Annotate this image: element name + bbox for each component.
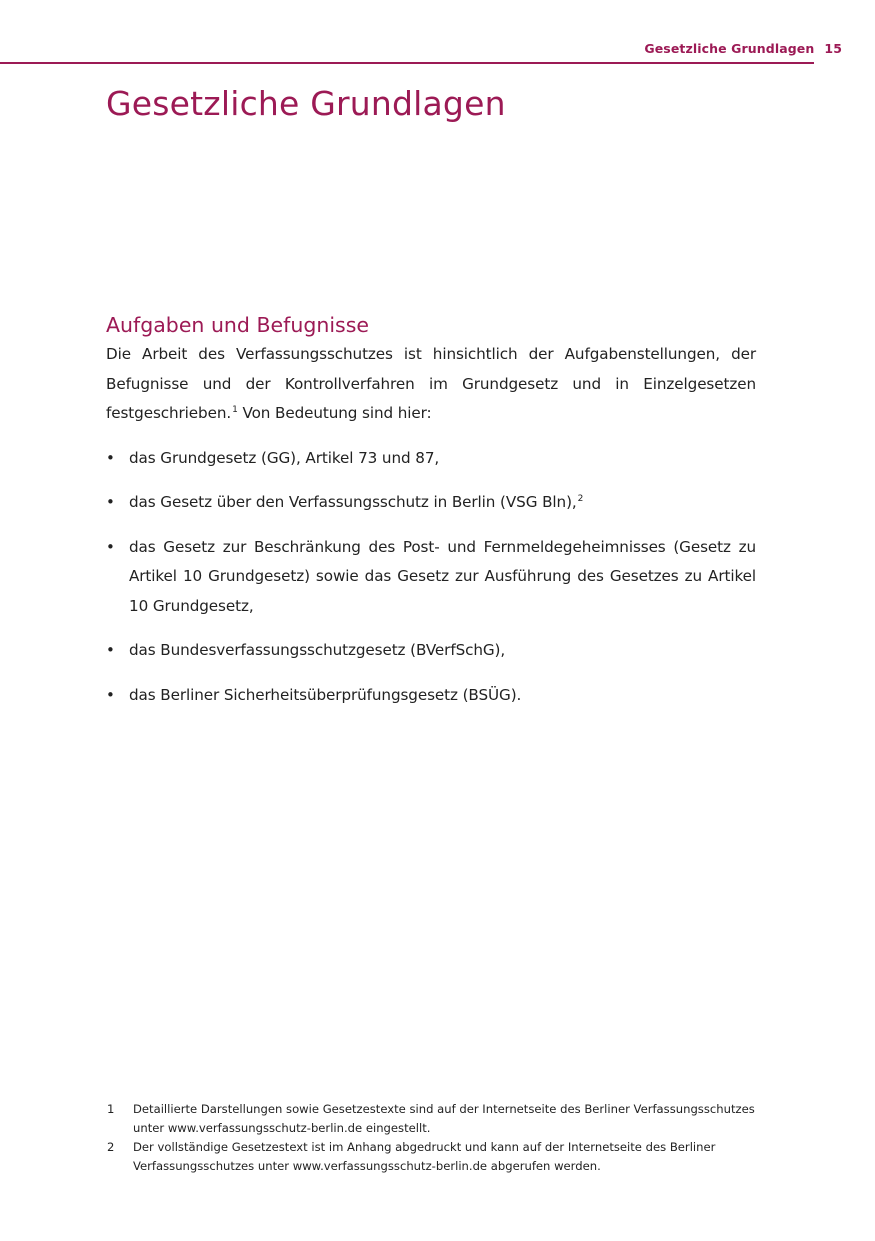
bullet-icon: • xyxy=(106,685,115,704)
bullet-icon: • xyxy=(106,448,115,467)
intro-paragraph xyxy=(106,340,756,429)
running-header xyxy=(644,41,842,56)
footnote-number: 1 xyxy=(107,1102,115,1116)
section-aufgaben-und-befugnisse xyxy=(106,313,756,725)
bullet-icon: • xyxy=(106,537,115,556)
list-item-text: das Gesetz zur Beschränkung des Post- und Fernmeldegeheimnisses (Gesetz zu Artikel 10 Grundgesetz) sowie das Gesetz zur Ausführung des Gesetzes zu Artikel 10 Grundgesetz, xyxy=(129,537,756,615)
list-item-text: das Gesetz über den Verfassungsschutz in Berlin (VSG Bln), xyxy=(129,493,577,511)
page-title: Gesetzliche Grundlagen xyxy=(106,84,506,123)
list-item xyxy=(106,681,756,711)
header-rule xyxy=(0,62,814,64)
list-item xyxy=(106,636,756,666)
list-item-text: das Berliner Sicherheitsüberprüfungsgesetz (BSÜG). xyxy=(129,685,522,704)
list-item-text: das Grundgesetz (GG), Artikel 73 und 87, xyxy=(129,448,440,467)
page-number: 15 xyxy=(824,41,842,56)
list-item xyxy=(106,444,756,474)
intro-tail: Von Bedeutung sind hier: xyxy=(242,404,432,422)
footnote-ref-2: 2 xyxy=(577,494,584,504)
footnote-ref-1: 1 xyxy=(232,405,238,415)
list-item xyxy=(106,533,756,622)
footnote-text: Der vollständige Gesetzestext ist im Anhang abgedruckt und kann auf der Internetseite des Berliner Verfassungsschutzes unter www.verfassungsschutz-berlin.de abgerufen werden. xyxy=(133,1140,716,1173)
list-item xyxy=(106,488,756,518)
intro-text: Die Arbeit des Verfassungsschutzes ist hinsichtlich der Aufgabenstellungen, der Befugnisse und der Kontrollverfahren im Grundgesetz und in Einzelgesetzen festgeschrieben. xyxy=(106,345,756,422)
law-list xyxy=(106,444,756,711)
footnote-text: Detaillierte Darstellungen sowie Gesetzestexte sind auf der Internetseite des Berliner Verfassungsschutzes unter www.verfassungsschutz-berlin.de eingestellt. xyxy=(133,1102,755,1135)
list-item-text: das Bundesverfassungsschutzgesetz (BVerfSchG), xyxy=(129,641,506,659)
bullet-icon: • xyxy=(106,493,115,511)
running-header-title: Gesetzliche Grundlagen xyxy=(644,41,815,56)
bullet-icon: • xyxy=(106,641,115,659)
footnotes xyxy=(107,1100,757,1176)
section-heading: Aufgaben und Befugnisse xyxy=(106,313,370,337)
footnote xyxy=(107,1100,757,1138)
footnote xyxy=(107,1138,757,1176)
footnote-number: 2 xyxy=(107,1140,115,1154)
